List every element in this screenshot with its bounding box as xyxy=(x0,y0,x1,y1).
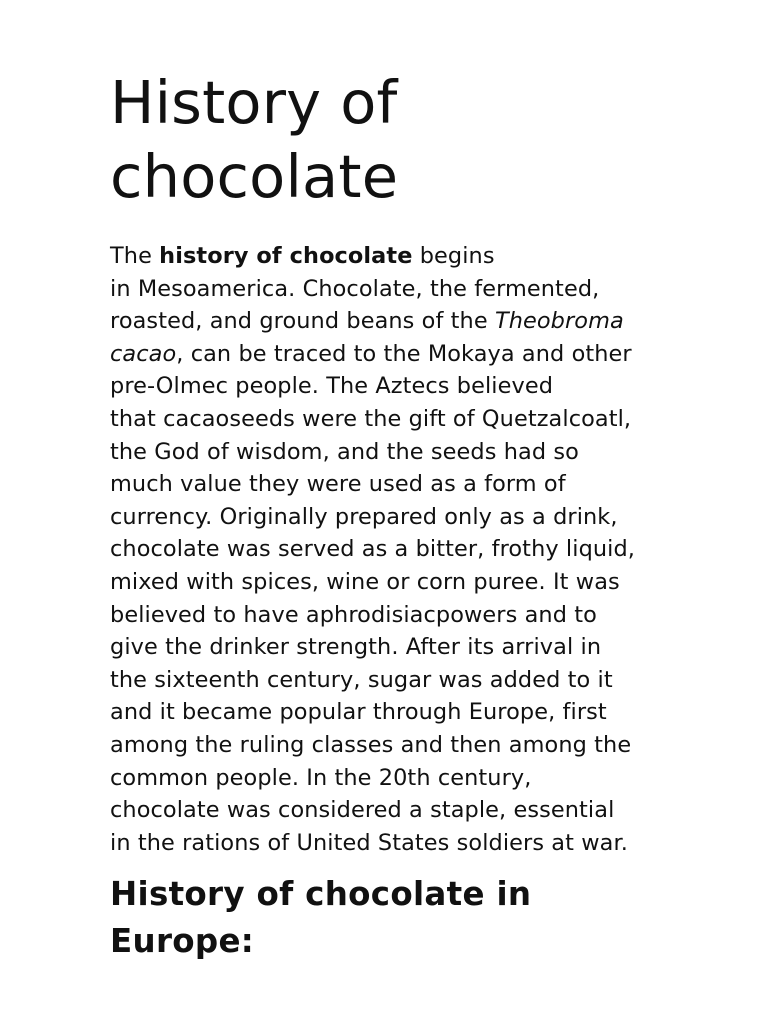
title-line: History of xyxy=(110,68,398,137)
page-title xyxy=(110,66,720,214)
paragraph-line: among the ruling classes and then among the xyxy=(110,731,632,758)
italic-term: cacao xyxy=(110,340,177,367)
bold-term: history of chocolate xyxy=(159,243,413,269)
paragraph-line: much value they were used as a form of xyxy=(110,471,566,498)
after-bold-text: begins xyxy=(412,243,495,269)
paragraph-line xyxy=(110,240,720,273)
paragraph-line: give the drinker strength. After its arrival in xyxy=(110,634,602,661)
heading-line: History of chocolate in xyxy=(110,875,532,914)
paragraph-line: in the rations of United States soldiers at war. xyxy=(110,829,628,856)
paragraph-line xyxy=(110,338,720,371)
paragraph-line: pre-Olmec people. The Aztecs believed xyxy=(110,373,554,400)
paragraph-line: currency. Originally prepared only as a drink, xyxy=(110,503,618,530)
document-page xyxy=(110,66,720,965)
paragraph-line: chocolate was served as a bitter, frothy liquid, xyxy=(110,536,636,563)
paragraph-line: the sixteenth century, sugar was added to it xyxy=(110,666,613,693)
paragraph-line xyxy=(110,305,720,338)
paragraph-line: that cacaoseeds were the gift of Quetzalcoatl, xyxy=(110,405,632,432)
paragraph-line: in Mesoamerica. Chocolate, the fermented, xyxy=(110,275,600,302)
paragraph-line: the God of wisdom, and the seeds had so xyxy=(110,438,579,465)
paragraph-line: believed to have aphrodisiacpowers and to xyxy=(110,601,597,628)
paragraph-line: mixed with spices, wine or corn puree. It was xyxy=(110,568,620,595)
lead-text: The xyxy=(110,243,160,269)
line-text: roasted, and ground beans of the xyxy=(110,308,495,335)
section-heading xyxy=(110,871,720,965)
heading-line: Europe: xyxy=(110,922,255,961)
line-text: , can be traced to the Mokaya and other xyxy=(176,340,632,367)
paragraph-line: common people. In the 20th century, xyxy=(110,764,532,791)
paragraph-line: chocolate was considered a staple, essential xyxy=(110,797,615,824)
title-line: chocolate xyxy=(110,142,399,211)
intro-paragraph xyxy=(110,240,720,859)
paragraph-line: and it became popular through Europe, first xyxy=(110,699,607,726)
italic-term: Theobroma xyxy=(494,308,624,335)
